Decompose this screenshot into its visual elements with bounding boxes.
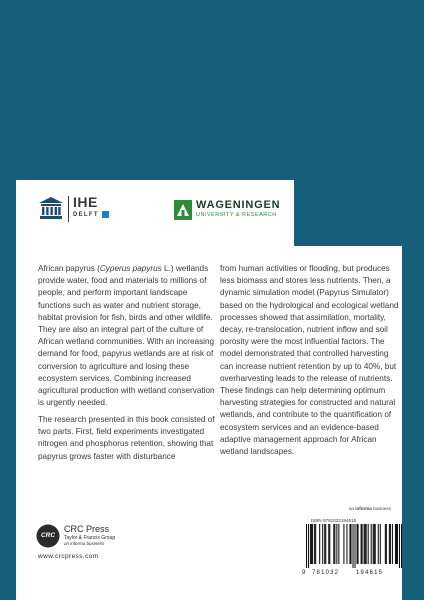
barcode-bar [336,524,337,564]
barcode-bar [374,524,375,564]
barcode-bar [375,524,376,564]
barcode-digit-lead: 9 [302,570,306,576]
barcode-bar [368,524,369,564]
informa-brand: informa [355,506,372,511]
barcode-bar [334,524,335,564]
barcode-bar [338,524,339,564]
barcode-bar [399,524,400,568]
informa-prefix: an [349,506,355,511]
barcode-graphic [306,524,402,568]
column1-paragraph1 [38,263,216,409]
paragraph1-body: L.) wetlands provide water, food and materials to millions of people, and perform important landscape functions such as water and nutrient storage, habitat provision for fish, birds and other wildlife. They are also an integral part of the culture of African wetland communities. With an increasing demand for food, papyrus wetlands are at risk of conversion to agriculture and losing these ecosystem services. Combining increased agricultural production with wetland conservation is urgently needed. [38,264,215,408]
barcode-bar [343,524,344,564]
ihe-square-icon [102,211,109,218]
informa-suffix: business [373,506,391,511]
logo-divider [68,196,69,222]
barcode-bar [401,524,402,568]
publisher-url: www.crcpress.com [38,553,99,560]
barcode-bar [366,524,367,564]
informa-business-label [349,506,391,511]
barcode-bar [365,524,366,564]
barcode-bar [386,524,387,564]
barcode-bar [333,524,334,564]
barcode-bar [362,524,363,564]
barcode-bar [311,524,312,564]
wageningen-name: WAGENINGEN [196,199,281,211]
column2-paragraph1: from human activities or flooding, but produces less biomass and stores less nutrients. Then, a dynamic simulation model (Papyrus Simulator) based on the hydrological and ecological wetland processes showed that assimilation, mortality, decay, re-translocation, nutrient inflow and soil porosity were the most influential factors. The model demonstrated that controlled harvesting can increase nutrient retention by up to 40%, but overharvesting leads to the release of nutrients. These findings can help determining optimum harvesting strategies for constructed and natural wetlands, and contribute to the quantification of ecosystem services and an evidence-based adaptive management approach for African wetland landscapes. [220,264,399,457]
barcode-bar [325,524,326,564]
publisher-tagline: an informa business [64,541,105,546]
column1-paragraph2: The research presented in this book consisted of two parts. First, field experiments investigated nitrogen and phosphorus retention, showing that papyrus grows faster with disturbance [38,415,215,461]
barcode-bar [389,524,390,564]
barcode-bar [395,524,396,564]
barcode-bar [352,524,353,568]
barcode-bar [319,524,320,564]
barcode-bar [378,524,379,564]
barcode-bar [373,524,374,564]
barcode-bar [350,524,351,564]
barcode-bar [364,524,365,564]
species-intro: African papyrus ( [38,264,100,273]
barcode-bar [346,524,347,564]
crc-mark: CRC [40,532,56,539]
barcode-digits-right: 194615 [356,570,384,576]
isbn-label: ISBN 9781032194615 [311,518,357,523]
barcode-bar [358,524,359,564]
barcode-bar [314,524,315,564]
barcode-bar [315,524,316,564]
barcode-bar [371,524,372,564]
barcode-bar [380,524,381,564]
publisher-group: Taylor & Francis Group [64,535,116,541]
barcode-bar [322,524,323,564]
wageningen-subtitle: UNIVERSITY & RESEARCH [196,212,277,218]
species-name: Cyperus papyrus [99,264,162,273]
barcode-bar [312,524,313,564]
barcode-bar [390,524,391,564]
delft-text: DELFT [73,211,99,218]
wageningen-emblem-icon [174,200,192,220]
ihe-text: IHE [73,194,98,210]
barcode-bar [328,524,329,564]
barcode-bar [349,524,350,564]
barcode-bar [392,524,393,564]
barcode-bar [397,524,398,564]
barcode-bar [308,524,309,568]
barcode-bar [385,524,386,564]
barcode-bar [324,524,325,564]
barcode-bar [396,524,397,564]
publisher-name: CRC Press [64,524,110,534]
unesco-logo [38,196,64,220]
barcode-bar [329,524,330,564]
barcode-bar [361,524,362,564]
barcode-bar [306,524,307,568]
barcode-digits-left: 781032 [312,570,340,576]
barcode-bar [310,524,311,564]
barcode-bar [355,524,356,568]
ihe-delft-logo [73,195,113,223]
barcode-bar [357,524,358,564]
